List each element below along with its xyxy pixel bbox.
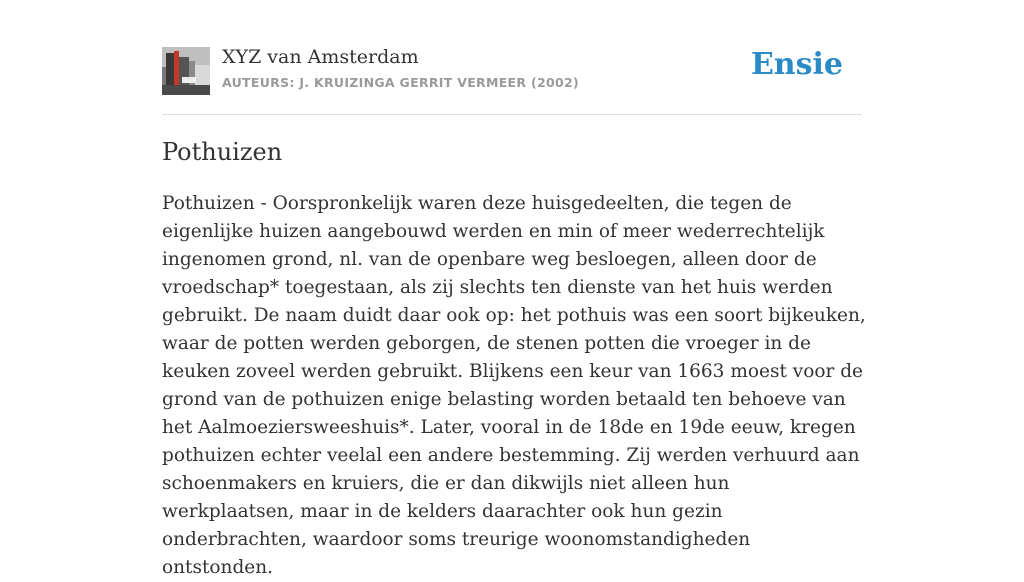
article-body: Pothuizen - Oorspronkelijk waren deze huisgedeelten, die tegen de eigenlijke huizen aangebouwd werden en min of meer wederrechtelijk ingenomen grond, nl. van de openbare weg besloegen, alleen door de vroedschap* toegestaan, als zij slechts ten dienste van het huis werden gebruikt. De naam duidt daar ook op: het pothuis was een soort bijkeuken, waar de potten werden geborgen, de stenen potten die vroeger in de keuken zoveel werden gebruikt. Blijkens een keur van 1663 moest voor de grond van de pothuizen enige belasting worden betaald ten behoeve van het Aalmoeziersweeshuis*. Later, vooral in de 18de en 19de eeuw, kregen pothuizen echter veelal een andere bestemming. Zij werden verhuurd aan schoenmakers en kruiers, die er dan dikwijls niet alleen hun werkplaatsen, maar in de kelders daarachter ook hun gezin onderbrachten, waardoor soms treurige woonomstandigheden ontstonden. — [162, 193, 866, 578]
article-title: Pothuizen — [162, 138, 283, 166]
book-title[interactable]: XYZ van Amsterdam — [222, 46, 419, 68]
book-cover-avatar[interactable] — [162, 47, 210, 95]
book-header — [162, 0, 862, 115]
page-container — [162, 0, 866, 578]
book-cover-image — [162, 47, 210, 95]
book-authors: AUTEURS: J. KRUIZINGA GERRIT VERMEER (2002) — [222, 75, 579, 90]
ensie-logo[interactable]: Ensie — [750, 47, 843, 82]
